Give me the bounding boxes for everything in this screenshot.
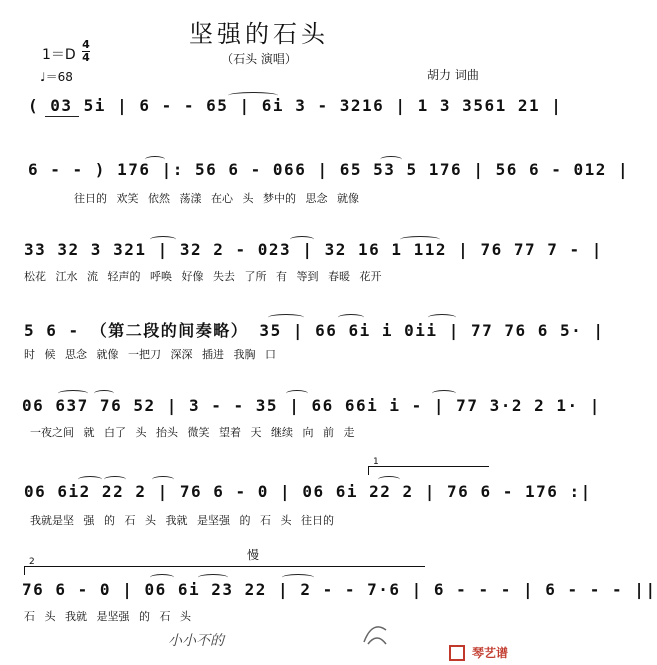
slur-mark	[286, 390, 308, 397]
lyrics-row-6: 我就是坚 强 的 石 头 我就 是坚强 的 石 头 往日的	[30, 514, 334, 527]
logo-text: 琴艺谱	[471, 645, 508, 660]
volta-bracket-1	[368, 457, 489, 475]
notation-row-2: 6 - - ) 176 |: 56 6 - 066 | 65 53 5 176 | 56 6 - 012 |	[28, 160, 630, 179]
lyrics-row-3: 松花 江水 流 轻声的 呼唤 好像 失去 了所 有 等到 春暖 花开	[24, 270, 382, 283]
slur-mark	[228, 92, 278, 99]
slur-mark	[378, 476, 400, 483]
site-logo[interactable]	[449, 644, 508, 662]
beam-line	[45, 116, 79, 117]
lyrics-row-4: 时 候 思念 就像 一把刀 深深 插进 我胸 口	[24, 348, 276, 361]
slur-mark	[268, 314, 304, 321]
slur-mark	[338, 314, 364, 321]
slur-mark	[78, 476, 102, 483]
notation-row-1: ( 03 5i | 6 - - 65 | 6i 3 - 3216 | 1 3 3561 21 |	[28, 96, 563, 115]
lyrics-row-7: 石 头 我就 是坚强 的 石 头	[24, 610, 191, 623]
slur-mark	[150, 236, 176, 243]
volta-number-2: 2	[29, 557, 35, 567]
doodle-icon	[360, 622, 390, 648]
time-signature-bottom: 4	[82, 51, 90, 64]
slur-mark	[380, 156, 402, 163]
key-signature: 1＝D	[42, 47, 76, 63]
slur-mark	[198, 574, 228, 581]
tempo-marking: ♩＝68	[40, 70, 73, 84]
notation-row-6: 06 6i2 22 2 | 76 6 - 0 | 06 6i 22 2 | 76 6 - 176 :|	[24, 482, 592, 501]
lyrics-row-2: 往日的 欢笑 依然 荡漾 在心 头 梦中的 思念 就像	[74, 192, 359, 205]
performer-subtitle: （石头 演唱）	[221, 52, 297, 66]
lyrics-row-5: 一夜之间 就 白了 头 抬头 微笑 望着 天 继续 向 前 走	[30, 426, 355, 439]
handwritten-scribble: 小小不的	[168, 633, 224, 649]
slur-mark	[290, 236, 314, 243]
volta-bracket-2	[24, 557, 425, 575]
slur-mark	[152, 476, 174, 483]
notation-row-3: 33 32 3 321 | 32 2 - 023 | 32 16 1 112 | 76 77 7 - |	[24, 240, 603, 259]
time-signature-top: 4	[82, 38, 90, 51]
slur-mark	[432, 390, 456, 397]
time-signature	[82, 40, 90, 63]
slur-mark	[145, 156, 165, 163]
volta-number-1: 1	[373, 457, 379, 467]
slur-mark	[428, 314, 456, 321]
tempo-slow-mark: 慢	[247, 548, 260, 562]
notation-row-5: 06 637 76 52 | 3 - - 35 | 66 66i i - | 77 3·2 2 1· |	[22, 396, 601, 415]
composer-credit: 胡力 词曲	[427, 68, 479, 82]
slur-mark	[104, 476, 126, 483]
slur-mark	[150, 574, 174, 581]
slur-mark	[400, 236, 440, 243]
notation-row-4: 5 6 - （第二段的间奏略） 35 | 66 6i i 0ii | 77 76 6 5· |	[24, 321, 605, 340]
song-title: 坚强的石头	[189, 20, 329, 48]
slur-mark	[58, 390, 88, 397]
slur-mark	[94, 390, 114, 397]
logo-icon	[449, 645, 465, 661]
notation-row-7: 76 6 - 0 | 06 6i 23 22 | 2 - - 7·6 | 6 - - - | 6 - - - ||	[22, 580, 657, 599]
slur-mark	[282, 574, 314, 581]
